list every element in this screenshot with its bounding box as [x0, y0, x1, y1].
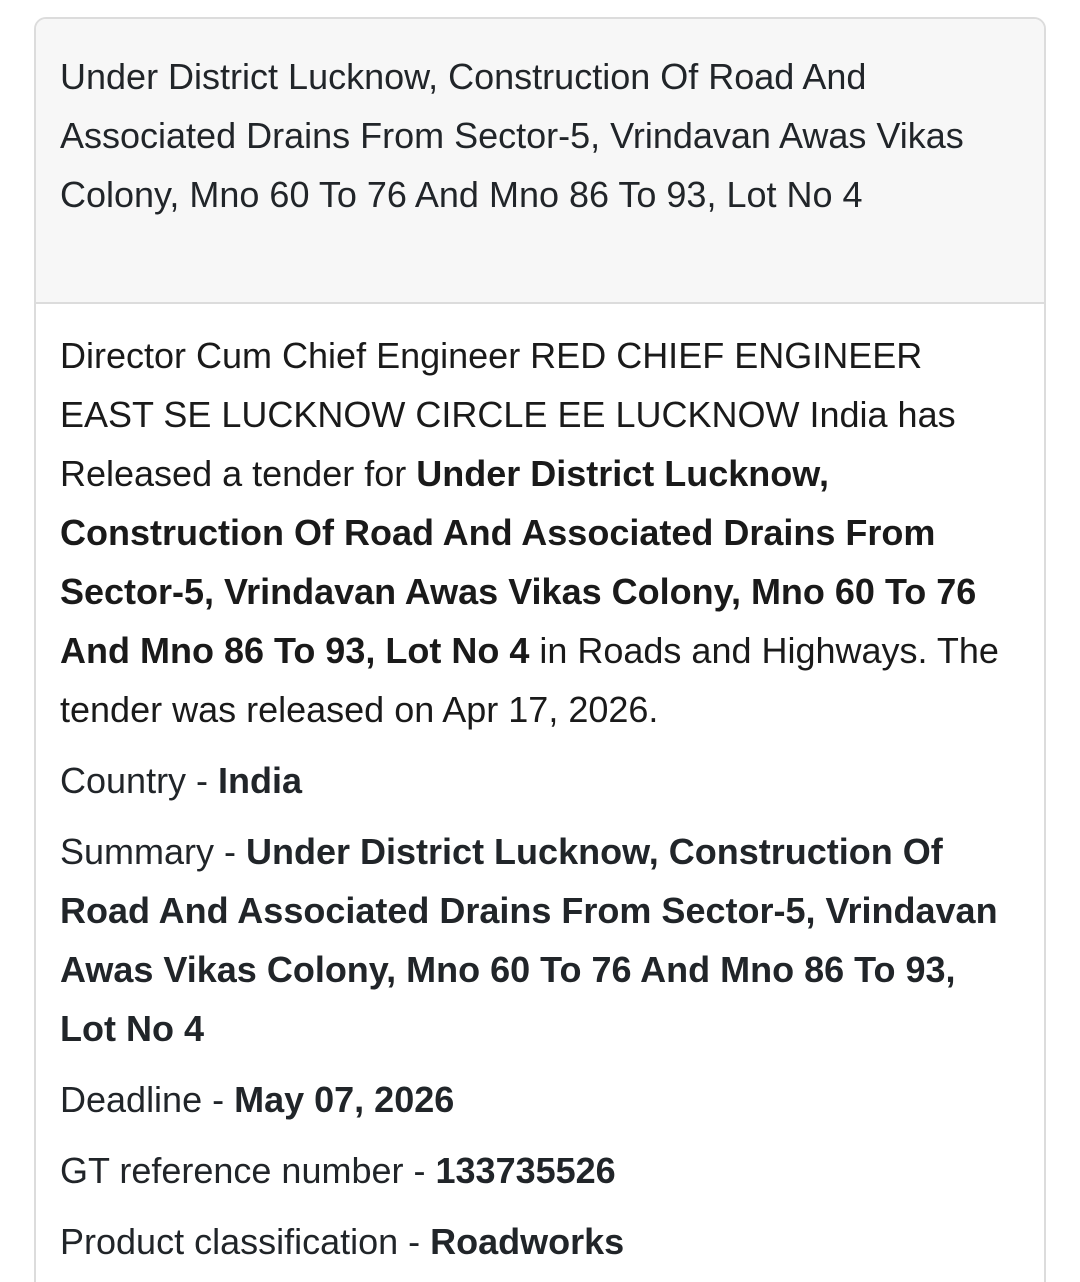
product-classification-row: [60, 1212, 1020, 1271]
gt-reference-row: [60, 1141, 1020, 1200]
gt-reference-label: GT reference number -: [60, 1150, 436, 1191]
tender-header-title: Under District Lucknow, Construction Of Road And Associated Drains From Sector-5, Vrindavan Awas Vikas Colony, Mno 60 To 76 And Mno 86 To 93, Lot No 4: [60, 56, 964, 215]
intro-tender-title: Under District Lucknow, Construction Of Road And Associated Drains From Sector-5, Vrindavan Awas Vikas Colony, Mno 60 To 76 And Mno 86 To 93, Lot No 4: [60, 453, 977, 671]
intro-sector-text: in Roads and Highways. The tender was released on Apr 17, 2026.: [60, 630, 999, 730]
deadline-value: May 07, 2026: [234, 1079, 455, 1120]
deadline-label: Deadline -: [60, 1079, 235, 1120]
intro-authority-text: Director Cum Chief Engineer RED CHIEF ENGINEER EAST SE LUCKNOW CIRCLE EE LUCKNOW India has Released a tender for: [60, 335, 956, 494]
gt-reference-value: 133735526: [435, 1150, 616, 1191]
country-label: Country -: [60, 760, 219, 801]
tender-card-body: [36, 304, 1044, 1271]
product-classification-value: Roadworks: [430, 1221, 625, 1262]
tender-card-header: [36, 19, 1044, 304]
summary-value: Under District Lucknow, Construction Of Road And Associated Drains From Sector-5, Vrindavan Awas Vikas Colony, Mno 60 To 76 And Mno 86 To 93, Lot No 4: [60, 831, 998, 1049]
country-value: India: [218, 760, 303, 801]
product-classification-label: Product classification -: [60, 1221, 431, 1262]
tender-intro-paragraph: [60, 326, 1020, 739]
tender-card: [34, 17, 1046, 1282]
summary-label: Summary -: [60, 831, 247, 872]
country-row: [60, 751, 1020, 810]
deadline-row: [60, 1070, 1020, 1129]
summary-row: [60, 822, 1020, 1058]
